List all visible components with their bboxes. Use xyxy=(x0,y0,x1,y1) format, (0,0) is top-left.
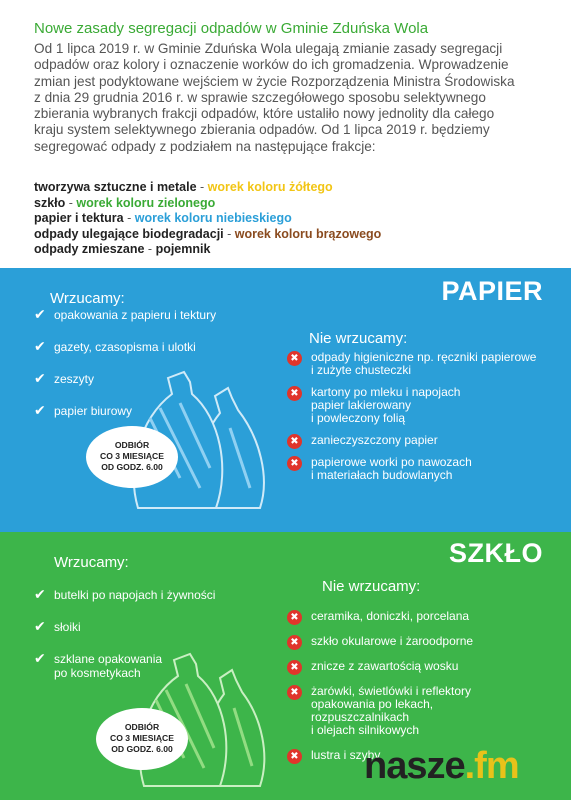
list-item xyxy=(287,434,536,447)
paper-no-heading: Nie wrzucamy: xyxy=(309,330,408,347)
cross-icon: ✖ xyxy=(287,456,302,471)
item-text: opakowania po lekach, xyxy=(311,697,434,711)
item-text: po kosmetykach xyxy=(54,666,141,680)
nasze-fm-logo[interactable] xyxy=(364,745,519,788)
fraction-name: odpady ulegające biodegradacji xyxy=(34,226,224,241)
list-item xyxy=(287,660,473,673)
cross-icon: ✖ xyxy=(287,635,302,650)
check-icon: ✔ xyxy=(34,370,46,386)
pickup-line: OD GODZ. 6.00 xyxy=(111,744,173,754)
pickup-line: ODBIÓR xyxy=(124,722,160,732)
glass-no-heading: Nie wrzucamy: xyxy=(322,578,421,595)
cross-icon: ✖ xyxy=(287,434,302,449)
intro-line: odpadów oraz kolory i oznaczenie worków do ich gromadzenia. Wprowadzenie xyxy=(34,57,509,73)
cross-icon: ✖ xyxy=(287,660,302,675)
pickup-line: OD GODZ. 6.00 xyxy=(101,462,163,472)
cross-icon: ✖ xyxy=(287,351,302,366)
glass-no-list xyxy=(287,610,473,762)
fraction-name: szkło xyxy=(34,195,66,210)
fraction-name: tworzywa sztuczne i metale xyxy=(34,180,197,194)
list-item xyxy=(34,620,215,634)
item-text: papier lakierowany xyxy=(311,398,412,412)
item-text: ceramika, doniczki, porcelana xyxy=(311,609,470,623)
paper-no-list xyxy=(287,351,536,482)
pickup-line: CO 3 MIESIĄCE xyxy=(100,451,164,461)
fraction-name: papier i tektura xyxy=(34,211,124,226)
fraction-bag: pojemnik xyxy=(155,242,211,257)
intro-line: segregować odpady z podziałem na następujące frakcje: xyxy=(34,138,376,154)
intro-line: zmian jest podyktowane wejściem w życie Rozporządzenia Ministra Środowiska xyxy=(34,73,515,89)
check-icon: ✔ xyxy=(34,586,46,602)
list-item xyxy=(287,610,473,623)
item-text: słoiki xyxy=(54,620,81,634)
fraction-name: odpady zmieszane xyxy=(34,242,145,257)
item-text: papier biurowy xyxy=(54,404,133,418)
pickup-badge xyxy=(96,708,188,770)
list-item xyxy=(287,685,473,737)
paper-title: PAPIER xyxy=(441,276,543,306)
intro-line: zbierania wybranych frakcji odpadów, które ustaliło nowy jednolity dla całego xyxy=(34,106,495,122)
check-icon: ✔ xyxy=(34,650,46,666)
list-item xyxy=(34,588,215,602)
intro-line: kraju system selektywnego zbierania odpadów. Od 1 lipca 2019 r. będziemy xyxy=(34,122,490,138)
item-text: zeszyty xyxy=(54,372,95,386)
list-item xyxy=(287,456,536,482)
item-text: i powleczony folią xyxy=(311,411,406,425)
fraction-row: tworzywa sztuczne i metale - worek koloru żółtego xyxy=(34,180,333,194)
fraction-row: papier i tektura - worek koloru niebieskiego xyxy=(34,211,292,226)
fraction-bag: worek koloru brązowego xyxy=(234,226,382,241)
check-icon: ✔ xyxy=(34,338,46,354)
logo-accent: .fm xyxy=(464,745,519,787)
paper-panel xyxy=(0,268,571,532)
fraction-bag: worek koloru niebieskiego xyxy=(134,211,292,226)
list-item xyxy=(34,308,216,322)
item-text: znicze z zawartością wosku xyxy=(311,659,459,673)
item-text: żarówki, świetlówki i reflektory xyxy=(311,684,472,698)
check-icon: ✔ xyxy=(34,618,46,634)
item-text: i zużyte chusteczki xyxy=(311,363,412,377)
list-item xyxy=(287,351,536,377)
item-text: papierowe worki po nawozach xyxy=(311,455,472,469)
list-item xyxy=(34,340,216,354)
logo-text: nasze xyxy=(364,745,465,787)
page-title: Nowe zasady segregacji odpadów w Gminie Zduńska Wola xyxy=(34,20,429,37)
pickup-line: CO 3 MIESIĄCE xyxy=(110,733,174,743)
cross-icon: ✖ xyxy=(287,610,302,625)
cross-icon: ✖ xyxy=(287,386,302,401)
fraction-bag: worek koloru zielonego xyxy=(76,195,216,210)
glass-yes-heading: Wrzucamy: xyxy=(54,554,129,571)
intro-text xyxy=(34,41,554,155)
cross-icon: ✖ xyxy=(287,749,302,764)
list-item xyxy=(287,635,473,648)
intro-section xyxy=(0,0,571,268)
item-text: szklane opakowania xyxy=(54,652,163,666)
item-text: rozpuszczalnikach xyxy=(311,710,410,724)
list-item xyxy=(287,386,536,425)
intro-line: Od 1 lipca 2019 r. w Gminie Zduńska Wola ulegają zmianie zasady segregacji xyxy=(34,41,503,56)
cross-icon: ✖ xyxy=(287,685,302,700)
check-icon: ✔ xyxy=(34,402,46,418)
item-text: opakowania z papieru i tektury xyxy=(54,308,217,322)
item-text: butelki po napojach i żywności xyxy=(54,588,216,602)
item-text: odpady higieniczne np. ręczniki papierowe xyxy=(311,350,537,364)
pickup-line: ODBIÓR xyxy=(114,440,150,450)
item-text: zanieczyszczony papier xyxy=(311,433,438,447)
fraction-bag: worek koloru żółtego xyxy=(207,180,333,194)
item-text: i olejach silnikowych xyxy=(311,723,420,737)
item-text: lustra i szyby xyxy=(311,748,381,762)
check-icon: ✔ xyxy=(34,306,46,322)
item-text: kartony po mleku i napojach xyxy=(311,385,461,399)
pickup-badge xyxy=(86,426,178,488)
glass-title: SZKŁO xyxy=(449,538,543,568)
fraction-row: odpady ulegające biodegradacji - worek koloru brązowego xyxy=(34,226,382,241)
item-text: i materiałach budowlanych xyxy=(311,468,453,482)
item-text: szkło okularowe i żaroodporne xyxy=(311,634,474,648)
fraction-row: szkło - worek koloru zielonego xyxy=(34,195,216,210)
item-text: gazety, czasopisma i ulotki xyxy=(54,340,196,354)
paper-yes-heading: Wrzucamy: xyxy=(50,290,125,307)
fraction-row: odpady zmieszane - pojemnik xyxy=(34,242,211,257)
fraction-list xyxy=(34,180,381,258)
intro-line: z dnia 29 grudnia 2016 r. w sprawie szczegółowego sposobu selektywnego xyxy=(34,89,486,105)
